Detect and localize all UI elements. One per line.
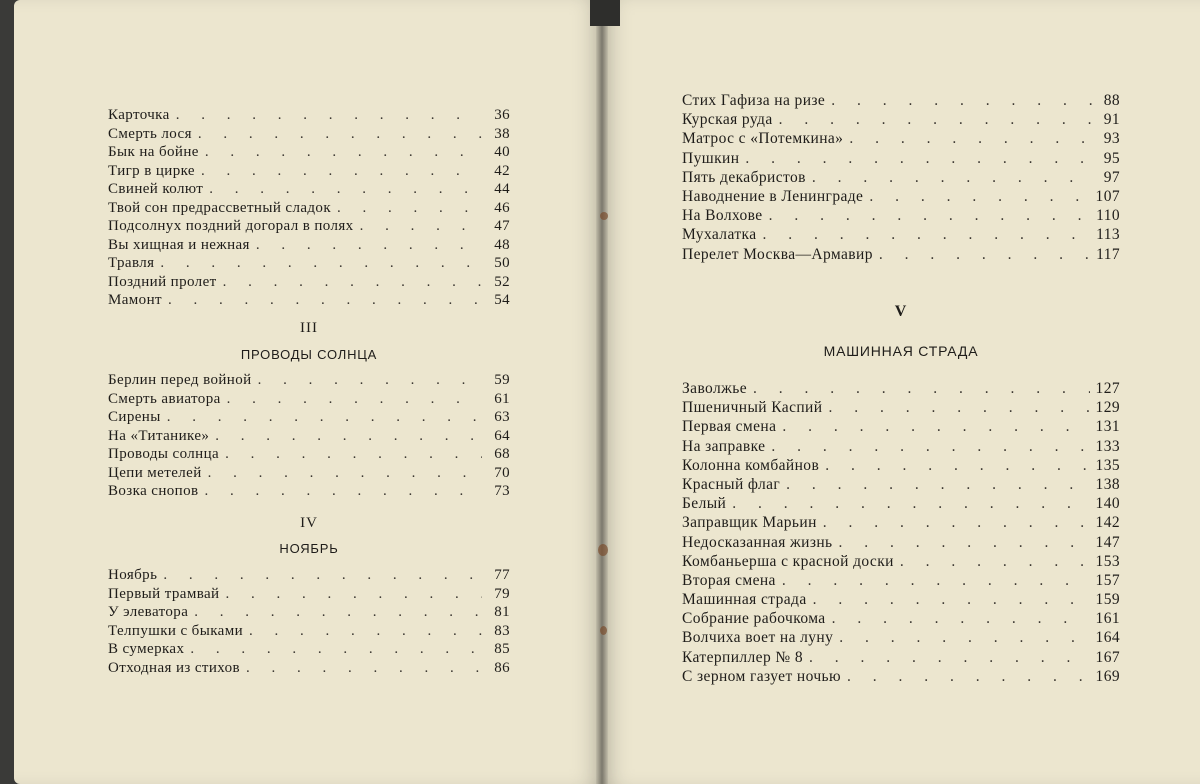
- toc-entry: [682, 417, 1120, 436]
- entry-title: Сирены: [108, 409, 161, 425]
- dot-leader: [839, 628, 1089, 647]
- book-gutter: [596, 0, 608, 784]
- entry-title: Матрос с «Потемкина»: [682, 130, 844, 148]
- dot-leader: [823, 513, 1090, 532]
- entry-title: Недосказанная жизнь: [682, 533, 833, 551]
- toc-entry: [108, 427, 510, 446]
- toc-entry: [108, 585, 510, 604]
- entry-page-number: 97: [1103, 168, 1120, 186]
- entry-title: На заправке: [682, 437, 766, 455]
- toc-entry: [682, 494, 1120, 513]
- dot-leader: [167, 408, 482, 427]
- entry-page-number: 40: [494, 144, 510, 160]
- toc-entry: [682, 590, 1120, 609]
- entry-page-number: 169: [1095, 667, 1120, 685]
- dot-leader: [201, 162, 482, 181]
- dot-leader: [771, 437, 1089, 456]
- section-numeral: V: [894, 303, 908, 320]
- dot-leader: [762, 225, 1090, 244]
- entry-page-number: 117: [1096, 245, 1120, 263]
- entry-page-number: 63: [494, 409, 510, 425]
- entry-title: Стих Гафиза на ризе: [682, 92, 826, 109]
- section-title: МАШИННАЯ СТРАДА: [823, 343, 979, 359]
- entry-title: Травля: [108, 255, 155, 271]
- dot-leader: [176, 106, 482, 125]
- entry-page-number: 127: [1095, 380, 1120, 397]
- entry-page-number: 95: [1103, 149, 1120, 167]
- dot-leader: [753, 379, 1090, 398]
- dot-leader: [337, 199, 482, 218]
- toc-entry: [682, 609, 1120, 628]
- dot-leader: [825, 456, 1089, 475]
- entry-title: Вы хищная и нежная: [108, 236, 250, 253]
- toc-entry: [682, 571, 1120, 590]
- entry-page-number: 64: [494, 427, 510, 444]
- toc-entry: [108, 162, 510, 181]
- dot-leader: [839, 533, 1090, 552]
- entry-page-number: 86: [494, 659, 510, 676]
- entry-page-number: 50: [494, 255, 510, 271]
- dot-leader: [190, 640, 482, 659]
- entry-title: Цепи метелей: [108, 464, 202, 481]
- entry-title: Первая смена: [682, 418, 777, 436]
- toc-list-right-top: [682, 91, 1120, 264]
- toc-entry: [682, 245, 1120, 264]
- dot-leader: [209, 180, 482, 199]
- toc-entry: [682, 168, 1120, 187]
- toc-entry: [108, 217, 510, 236]
- entry-title: Колонна комбайнов: [682, 456, 820, 474]
- entry-page-number: 129: [1095, 399, 1120, 417]
- dot-leader: [168, 291, 482, 310]
- toc-entry: [108, 566, 510, 585]
- toc-entry: [682, 398, 1120, 417]
- toc-entry: [108, 291, 510, 310]
- entry-page-number: 83: [494, 622, 510, 639]
- entry-page-number: 164: [1095, 629, 1120, 647]
- entry-title: На «Титанике»: [108, 427, 210, 444]
- entry-page-number: 161: [1095, 610, 1120, 628]
- section-title: НОЯБРЬ: [279, 541, 339, 556]
- toc-entry: [108, 371, 510, 390]
- entry-page-number: 167: [1095, 648, 1120, 666]
- dot-leader: [847, 667, 1090, 686]
- entry-title: Мухалатка: [682, 226, 757, 244]
- dot-leader: [849, 129, 1092, 148]
- dot-leader: [732, 494, 1089, 513]
- entry-page-number: 77: [494, 567, 510, 583]
- entry-page-number: 44: [494, 181, 510, 197]
- toc-entry: [108, 640, 510, 659]
- entry-page-number: 88: [1103, 92, 1120, 109]
- entry-title: Бык на бойне: [108, 144, 199, 160]
- dot-leader: [813, 590, 1090, 609]
- dot-leader: [832, 609, 1090, 628]
- entry-title: Ноябрь: [108, 567, 158, 583]
- entry-title: Комбаньерша с красной доски: [682, 552, 894, 570]
- entry-page-number: 135: [1095, 456, 1120, 474]
- dot-leader: [256, 236, 482, 255]
- entry-title: Вторая смена: [682, 571, 776, 589]
- entry-page-number: 85: [494, 641, 510, 657]
- entry-title: Берлин перед войной: [108, 372, 252, 388]
- dot-leader: [194, 603, 482, 622]
- dot-leader: [205, 482, 483, 501]
- toc-entry: [108, 143, 510, 162]
- dot-leader: [227, 390, 482, 409]
- entry-title: Пшеничный Каспий: [682, 399, 823, 417]
- entry-page-number: 113: [1096, 226, 1120, 244]
- toc-entry: [108, 199, 510, 218]
- page-stain: [598, 544, 608, 556]
- dot-leader: [208, 464, 482, 483]
- entry-page-number: 93: [1103, 130, 1120, 148]
- entry-page-number: 91: [1103, 111, 1120, 129]
- entry-page-number: 52: [494, 273, 510, 290]
- toc-list-section-v: [682, 379, 1120, 686]
- toc-entry: [682, 129, 1120, 148]
- entry-title: Наводнение в Ленинграде: [682, 187, 864, 205]
- dot-leader: [215, 427, 482, 446]
- entry-title: Возка снопов: [108, 483, 199, 499]
- toc-entry: [682, 648, 1120, 667]
- toc-entry: [682, 533, 1120, 552]
- toc-entry: [108, 390, 510, 409]
- dot-leader: [869, 187, 1089, 206]
- section-numeral: III: [300, 320, 318, 336]
- entry-page-number: 47: [494, 218, 510, 234]
- toc-entry: [682, 379, 1120, 398]
- dot-leader: [246, 659, 482, 678]
- entry-title: Перелет Москва—Армавир: [682, 245, 873, 263]
- book-spine: [590, 0, 620, 26]
- toc-entry: [108, 236, 510, 255]
- entry-page-number: 79: [494, 585, 510, 602]
- page-stain: [600, 212, 608, 220]
- entry-page-number: 142: [1095, 514, 1120, 532]
- dot-leader: [812, 168, 1092, 187]
- entry-page-number: 153: [1095, 552, 1120, 570]
- entry-title: Проводы солнца: [108, 446, 220, 462]
- toc-entry: [682, 149, 1120, 168]
- toc-entry: [108, 106, 510, 125]
- section-numeral: IV: [300, 515, 318, 531]
- entry-page-number: 73: [494, 483, 510, 499]
- dot-leader: [782, 571, 1090, 590]
- toc-list-section-iii: [108, 371, 510, 501]
- toc-entry: [108, 445, 510, 464]
- toc-entry: [108, 482, 510, 501]
- toc-entry: [108, 180, 510, 199]
- entry-page-number: 147: [1095, 533, 1120, 551]
- entry-title: Твой сон предрассветный сладок: [108, 199, 332, 216]
- entry-page-number: 157: [1095, 571, 1120, 589]
- page-stain: [600, 626, 607, 635]
- entry-title: У элеватора: [108, 604, 189, 620]
- entry-page-number: 110: [1096, 207, 1120, 225]
- entry-page-number: 59: [494, 372, 510, 388]
- toc-entry: [108, 464, 510, 483]
- dot-leader: [786, 475, 1089, 494]
- entry-title: Пушкин: [682, 149, 740, 167]
- toc-entry: [682, 456, 1120, 475]
- entry-title: Свиней колют: [108, 181, 204, 197]
- entry-page-number: 54: [494, 292, 510, 308]
- toc-entry: [682, 552, 1120, 571]
- entry-page-number: 38: [494, 125, 510, 142]
- section-title: ПРОВОДЫ СОЛНЦА: [240, 347, 378, 362]
- dot-leader: [831, 91, 1092, 110]
- toc-entry: [682, 206, 1120, 225]
- toc-entry: [108, 408, 510, 427]
- entry-title: С зерном газует ночью: [682, 667, 841, 685]
- toc-list-left-top: [108, 106, 510, 310]
- entry-title: Мамонт: [108, 292, 162, 308]
- dot-leader: [205, 143, 482, 162]
- dot-leader: [828, 398, 1089, 417]
- toc-entry: [108, 603, 510, 622]
- dot-leader: [779, 110, 1092, 129]
- entry-title: Первый трамвай: [108, 585, 220, 602]
- dot-leader: [226, 585, 483, 604]
- entry-title: Курская руда: [682, 111, 773, 129]
- toc-entry: [682, 225, 1120, 244]
- toc-entry: [682, 628, 1120, 647]
- entry-page-number: 42: [494, 162, 510, 179]
- dot-leader: [223, 273, 482, 292]
- dot-leader: [198, 125, 482, 144]
- toc-entry: [682, 475, 1120, 494]
- toc-entry: [108, 622, 510, 641]
- entry-title: Смерть авиатора: [108, 390, 221, 407]
- entry-page-number: 159: [1095, 591, 1120, 609]
- entry-title: Белый: [682, 495, 727, 513]
- entry-title: Пять декабристов: [682, 168, 806, 186]
- entry-title: Смерть лося: [108, 125, 192, 142]
- dot-leader: [879, 245, 1090, 264]
- entry-title: Карточка: [108, 107, 170, 123]
- toc-entry: [108, 125, 510, 144]
- entry-page-number: 133: [1095, 437, 1120, 455]
- entry-title: В сумерках: [108, 641, 185, 657]
- dot-leader: [809, 648, 1090, 667]
- dot-leader: [360, 217, 482, 236]
- entry-page-number: 68: [494, 446, 510, 462]
- dot-leader: [782, 417, 1089, 436]
- dot-leader: [769, 206, 1091, 225]
- entry-page-number: 107: [1095, 187, 1120, 205]
- toc-entry: [108, 659, 510, 678]
- entry-title: Катерпиллер № 8: [682, 648, 803, 666]
- entry-title: Телпушки с быками: [108, 622, 244, 639]
- dot-leader: [163, 566, 482, 585]
- toc-list-section-iv: [108, 566, 510, 677]
- dot-leader: [225, 445, 482, 464]
- dot-leader: [249, 622, 482, 641]
- toc-entry: [108, 273, 510, 292]
- dot-leader: [900, 552, 1090, 571]
- entry-title: Заправщик Марьин: [682, 514, 817, 532]
- entry-title: Собрание рабочкома: [682, 610, 826, 628]
- entry-page-number: 131: [1095, 418, 1120, 436]
- toc-entry: [682, 513, 1120, 532]
- entry-title: Волчиха воет на луну: [682, 629, 834, 647]
- entry-page-number: 36: [494, 107, 510, 123]
- dot-leader: [258, 371, 482, 390]
- entry-page-number: 70: [494, 464, 510, 481]
- toc-entry: [108, 254, 510, 273]
- toc-entry: [682, 667, 1120, 686]
- entry-title: Красный флаг: [682, 475, 781, 493]
- toc-entry: [682, 110, 1120, 129]
- toc-entry: [682, 187, 1120, 206]
- entry-title: Машинная страда: [682, 591, 807, 609]
- entry-page-number: 48: [494, 236, 510, 253]
- entry-title: Поздний пролет: [108, 273, 217, 290]
- entry-title: Подсолнух поздний догорал в полях: [108, 218, 354, 234]
- entry-page-number: 138: [1095, 475, 1120, 493]
- entry-page-number: 140: [1095, 495, 1120, 513]
- entry-title: Отходная из стихов: [108, 659, 241, 676]
- toc-entry: [682, 437, 1120, 456]
- dot-leader: [745, 149, 1092, 168]
- dot-leader: [160, 254, 482, 273]
- entry-title: Заволжье: [682, 380, 747, 397]
- entry-title: На Волхове: [682, 207, 763, 225]
- entry-page-number: 46: [494, 199, 510, 216]
- toc-entry: [682, 91, 1120, 110]
- entry-page-number: 61: [494, 390, 510, 407]
- entry-page-number: 81: [494, 604, 510, 620]
- entry-title: Тигр в цирке: [108, 162, 195, 179]
